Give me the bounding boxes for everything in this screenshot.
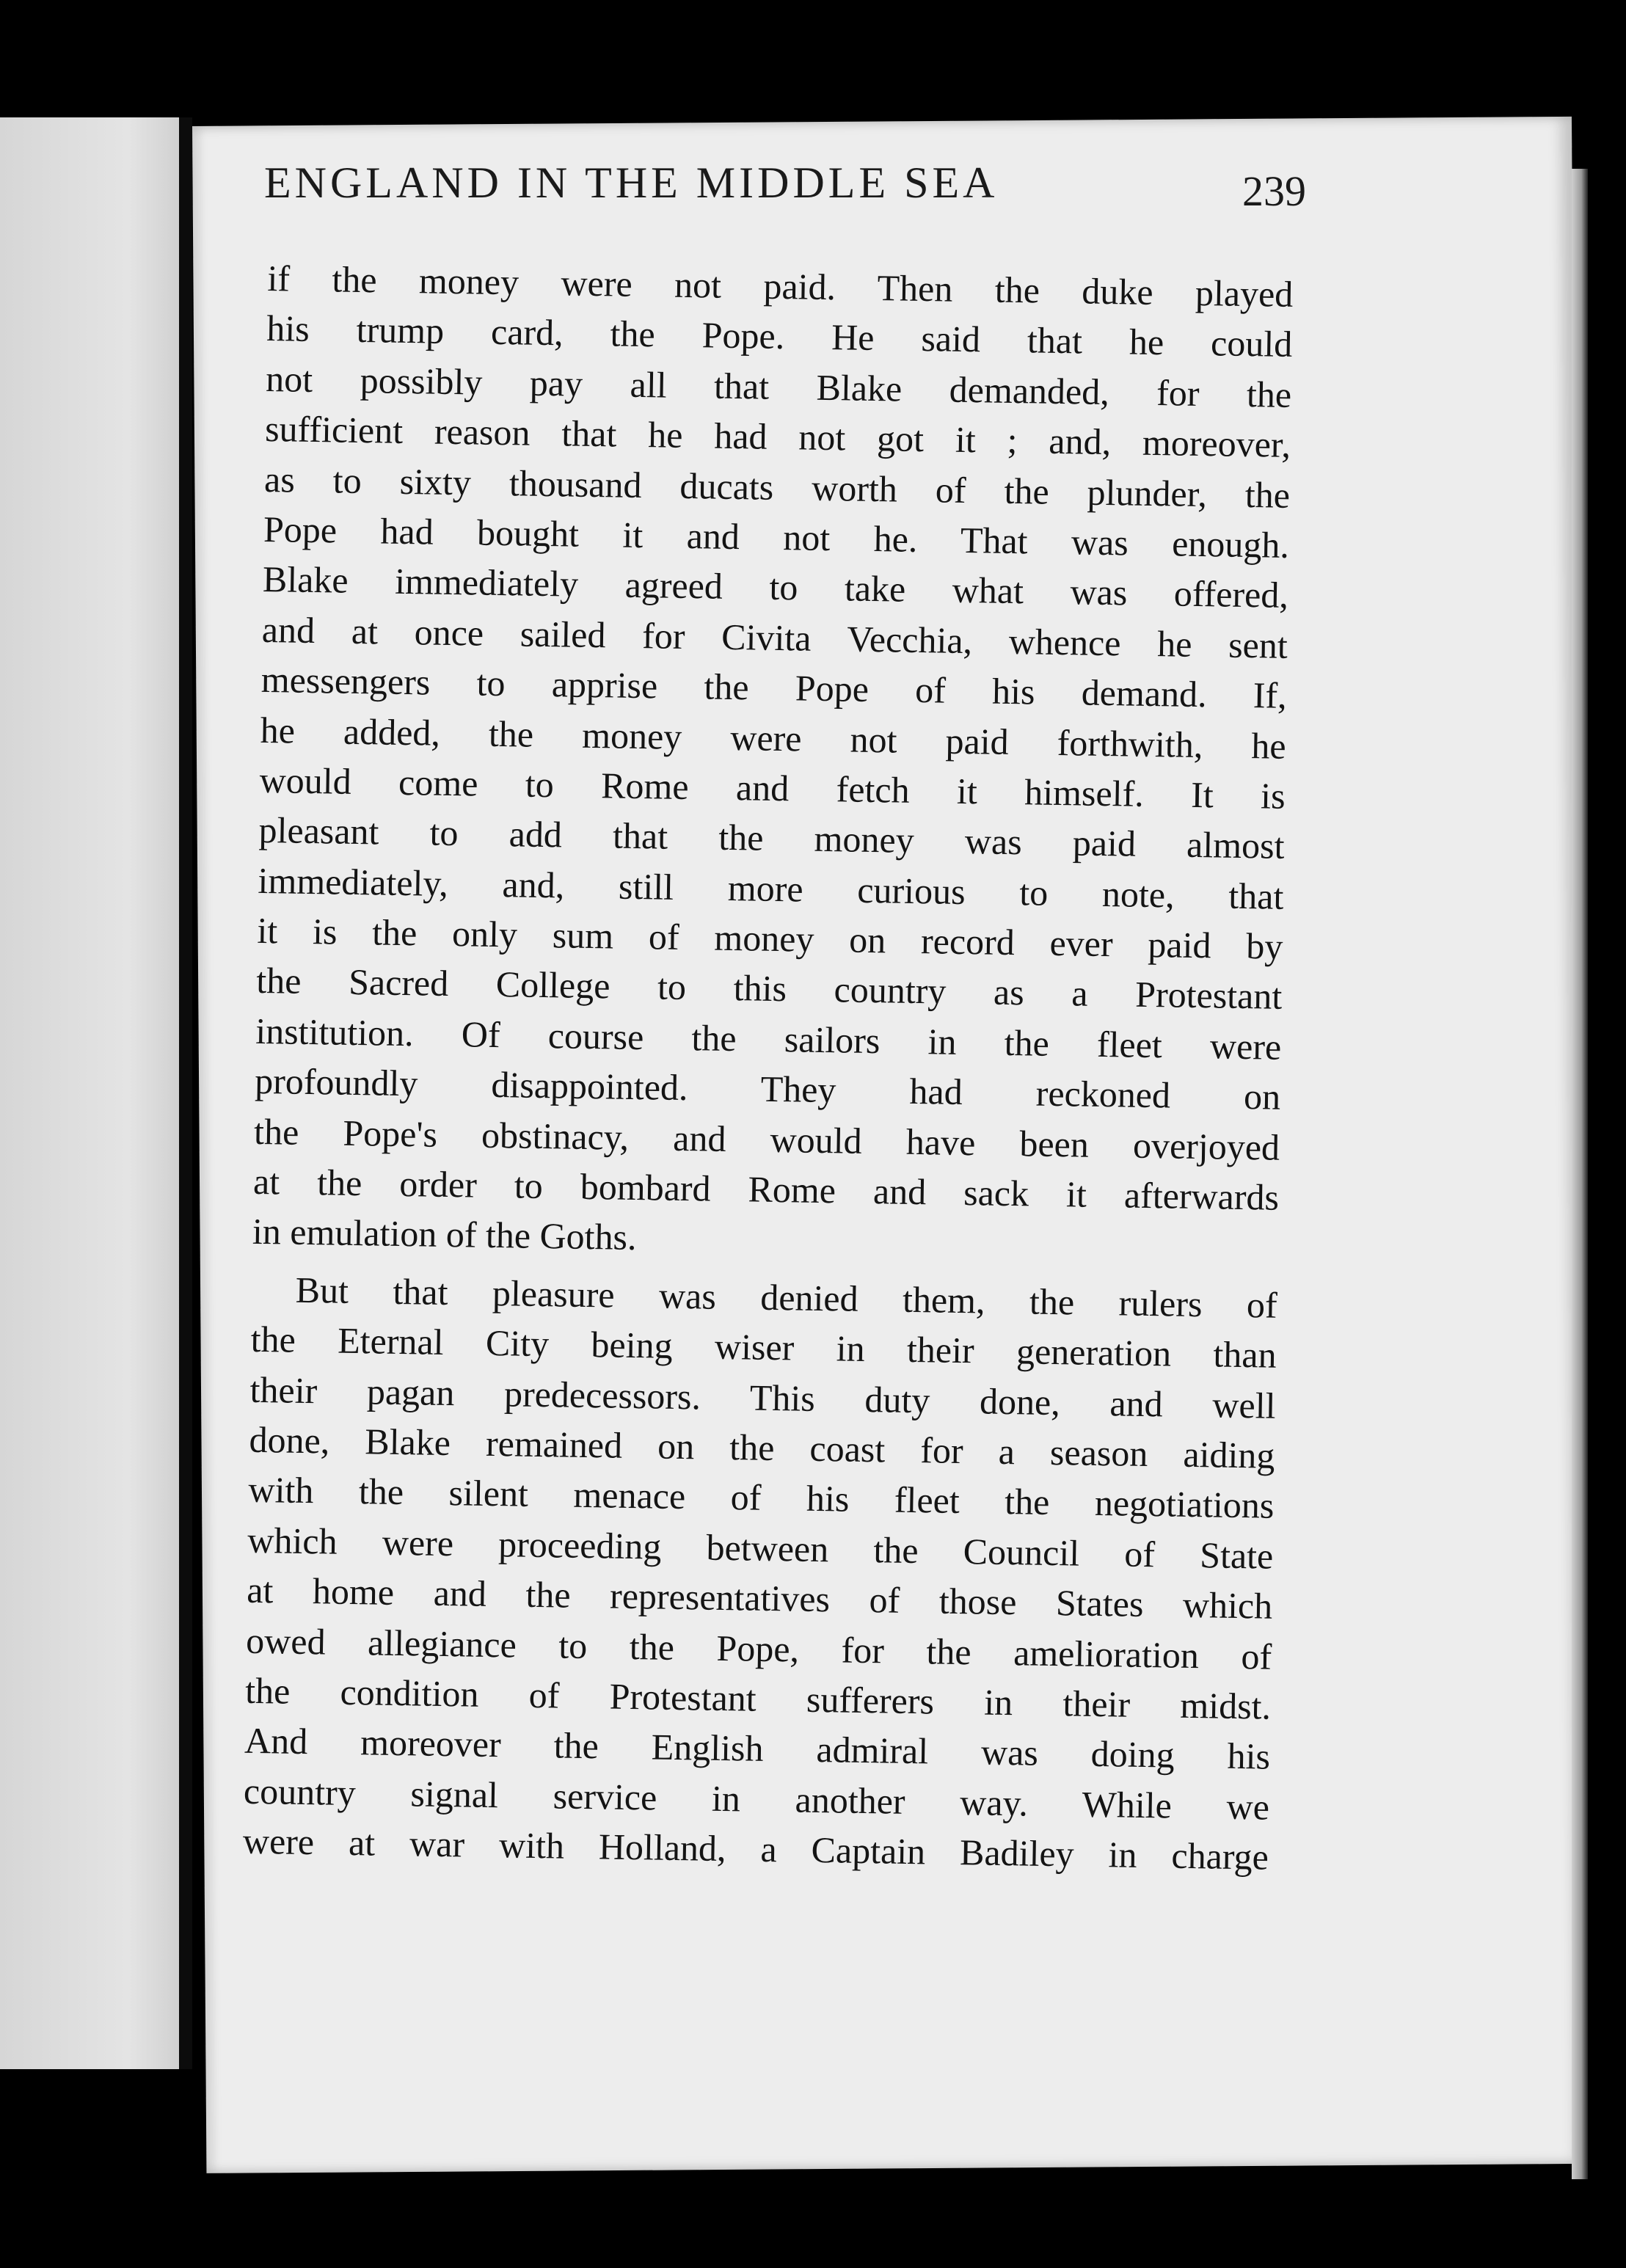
facing-page-edge	[0, 117, 183, 2069]
text-line: if the money were not paid. Then the duke played	[267, 257, 1294, 315]
text-line: the Pope's obstinacy, and would have been overjoyed	[253, 1110, 1280, 1168]
text-line: their pagan predecessors. This duty done, and well	[249, 1368, 1276, 1426]
text-line: profoundly disappointed. They had reckoned on	[254, 1060, 1281, 1118]
text-line: with the silent menace of his fleet the negotiations	[248, 1469, 1275, 1527]
text-line: done, Blake remained on the coast for a season aiding	[249, 1418, 1275, 1476]
text-line: owed allegiance to the Pope, for the amelioration of	[245, 1619, 1272, 1677]
text-line: Pope had bought it and not he. That was enough.	[263, 508, 1290, 566]
text-line: his trump card, the Pope. He said that he could	[266, 307, 1293, 365]
text-line: the Eternal City being wiser in their generation than	[250, 1319, 1277, 1376]
text-line: country signal service in another way. While we	[243, 1770, 1270, 1828]
text-line: at home and the representatives of those States which	[246, 1569, 1273, 1627]
paragraph	[242, 1264, 1277, 1883]
text-line: And moreover the English admiral was doing his	[244, 1720, 1271, 1778]
text-line: the Sacred College to this country as a Protestant	[255, 960, 1283, 1018]
text-line: were at war with Holland, a Captain Badiley in charge	[242, 1820, 1269, 1878]
text-line: sufficient reason that he had not got it ; and, moreover,	[264, 408, 1291, 466]
text-line: not possibly pay all that Blake demanded, for the	[265, 357, 1292, 415]
text-line: in emulation of the Goths.	[252, 1211, 637, 1258]
paragraph	[252, 253, 1294, 1273]
page-header	[264, 158, 1306, 238]
text-line: and at once sailed for Civita Vecchia, whence he sent	[261, 608, 1288, 666]
book-gutter	[179, 117, 192, 2069]
text-line: pleasant to add that the money was paid almost	[258, 809, 1285, 867]
text-line: But that pleasure was denied them, the rulers of	[295, 1269, 1278, 1326]
text-line: at the order to bombard Rome and sack it afterwards	[252, 1160, 1280, 1218]
page-number: 239	[1242, 167, 1306, 215]
text-line: it is the only sum of money on record ever paid by	[257, 909, 1283, 967]
text-line: as to sixty thousand ducats worth of the plunder, the	[263, 458, 1291, 516]
text-line: he added, the money were not paid forthwith, he	[260, 709, 1287, 767]
text-line: Blake immediately agreed to take what was offered,	[262, 558, 1289, 616]
text-line: the condition of Protestant sufferers in their midst.	[244, 1669, 1272, 1727]
text-line: messengers to apprise the Pope of his demand. If,	[260, 659, 1288, 717]
text-line: immediately, and, still more curious to note, that	[258, 859, 1284, 917]
text-line: which were proceeding between the Council of State	[247, 1519, 1274, 1577]
text-line: institution. Of course the sailors in the fleet were	[255, 1010, 1282, 1068]
text-line: would come to Rome and fetch it himself. It is	[259, 759, 1286, 817]
page-edge-shadow	[1572, 169, 1588, 2179]
running-head: ENGLAND IN THE MIDDLE SEA	[264, 158, 999, 207]
body-text	[242, 253, 1293, 1882]
